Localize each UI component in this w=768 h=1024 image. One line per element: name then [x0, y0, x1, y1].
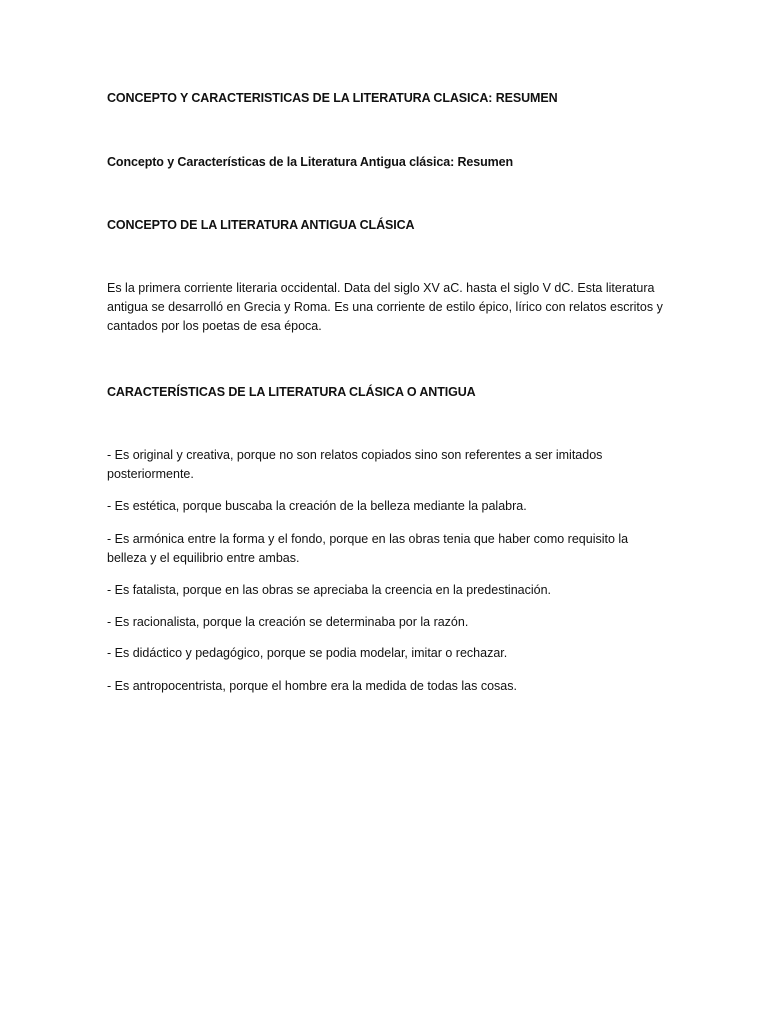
document-subtitle: Concepto y Características de la Literatura Antigua clásica: Resumen — [107, 155, 514, 169]
characteristic-item-racionalista: - Es racionalista, porque la creación se determinaba por la razón. — [107, 615, 469, 629]
characteristic-item-fatalista: - Es fatalista, porque en las obras se apreciaba la creencia en la predestinación. — [107, 583, 552, 597]
characteristic-item-didactico: - Es didáctico y pedagógico, porque se podia modelar, imitar o rechazar. — [107, 646, 508, 660]
characteristics-heading: CARACTERÍSTICAS DE LA LITERATURA CLÁSICA O ANTIGUA — [107, 385, 476, 399]
document-title: CONCEPTO Y CARACTERISTICAS DE LA LITERATURA CLASICA: RESUMEN — [107, 91, 558, 105]
characteristic-item-armonica: - Es armónica entre la forma y el fondo, porque en las obras tenia que haber como requisito la belleza y el equilibrio entre ambas. — [107, 532, 629, 565]
characteristic-item-antropocentrista: - Es antropocentrista, porque el hombre era la medida de todas las cosas. — [107, 679, 517, 693]
concept-heading: CONCEPTO DE LA LITERATURA ANTIGUA CLÁSICA — [107, 218, 415, 232]
characteristic-item-estetica: - Es estética, porque buscaba la creación de la belleza mediante la palabra. — [107, 499, 527, 513]
concept-paragraph: Es la primera corriente literaria occidental. Data del siglo XV aC. hasta el siglo V dC. Esta literatura antigua se desarrolló en Grecia y Roma. Es una corriente de estilo épico, lírico con relatos escritos y cantados por los poetas de esa época. — [107, 281, 663, 333]
characteristic-item-original: - Es original y creativa, porque no son relatos copiados sino son referentes a ser imitados posteriormente. — [107, 448, 603, 481]
